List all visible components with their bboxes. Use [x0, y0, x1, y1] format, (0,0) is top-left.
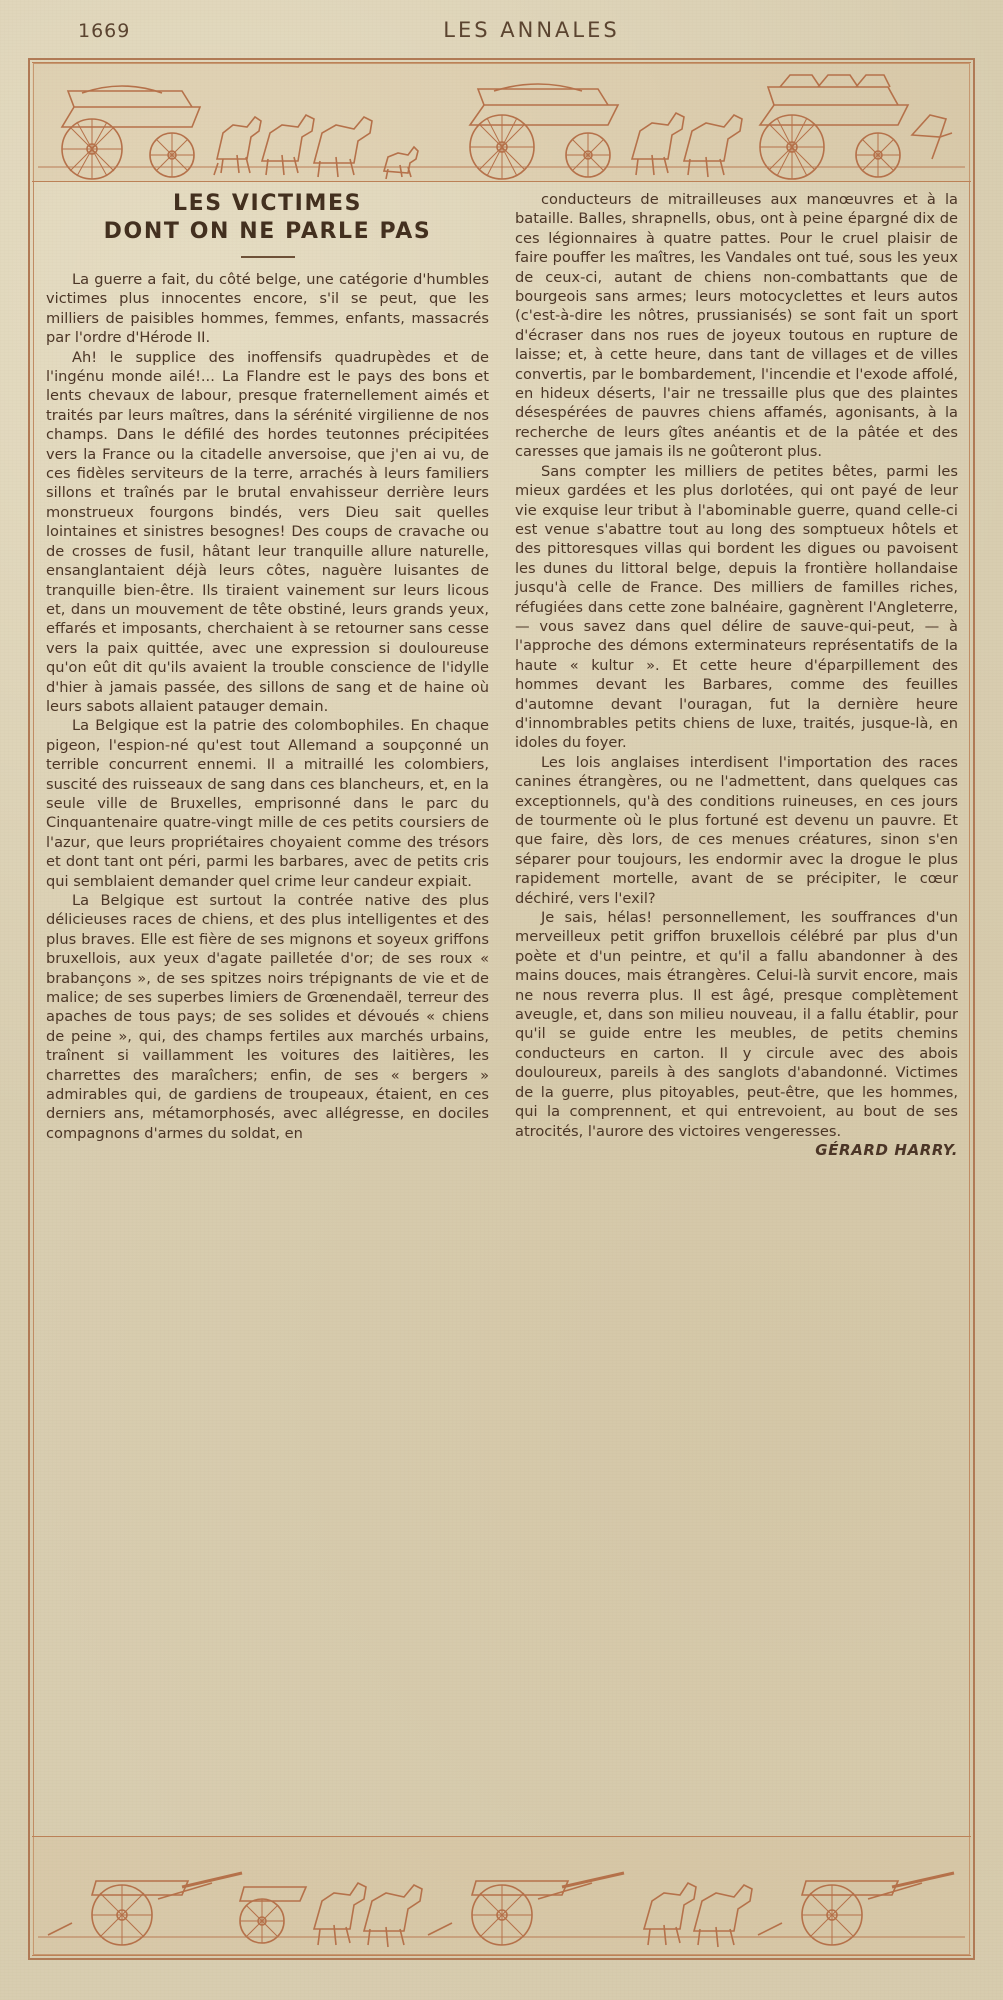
author-signature: GÉRARD HARRY. [815, 1140, 958, 1159]
horse-wagon-convoy-icon [32, 63, 971, 181]
paragraph: Je sais, hélas! personnellement, les souffrances d'un merveilleux petit griffon bruxellois célébré par plus d'un poète et d'un peintre, et qu'il a fallu abandonner à des mains douces, mais étrangères. Celui-là survit encore, mais ne nous reverra plus. Il est âgé, presque complètement aveugle, et, dans son milieu nouveau, il a fallu établir, pour qu'il se guide entre les meubles, de petits chemins conducteurs en carton. Il y circule avec des abois douloureux, pareils à des sanglots d'abandonné. Victimes de la guerre, plus pitoyables, peut-être, que les hommes, qui la comprennent, et qui entrevoient, au bout de ses atrocités, l'aurore des victoires vengeresses. [515, 909, 958, 1140]
bottom-ornament-band [32, 1836, 971, 1956]
paragraph: Ah! le supplice des inoffensifs quadrupèdes et de l'ingénu monde ailé!... La Flandre est le pays des bons et lents chevaux de labour, presque fraternellement aimés et traités par leurs maîtres, dans la sérénité virgilienne de nos champs. Dans le défilé des hordes teutonnes précipitées vers la France ou la citadelle anversoise, que j'en ai vu, de ces fidèles serviteurs de la terre, arrachés à leurs familiers sillons et traînés par le brutal envahisseur derrière leurs monstrueux fourgons bindés, vers Dieu sait quelles lointaines et sinistres besognes! Des coups de cravache ou de crosses de fusil, hâtant leur tranquille allure naturelle, ensanglantaient déjà leurs côtes, naguère luisantes de tranquille bien-être. Ils tiraient vainement sur leurs licous et, dans un mouvement de tête obstiné, leurs grands yeux, effarés et imposants, cherchaient à se retourner sans cesse vers la paix quittée, avec une expression si douloureuse qu'on eût dit qu'ils avaient la trouble conscience de l'idylle d'hier à jamais passée, des sillons de sang et de haine où leurs sabots allaient patauger demain. [46, 348, 489, 715]
right-column [515, 190, 958, 1830]
headline-line-2: DONT ON NE PARLE PAS [103, 219, 432, 244]
paragraph: La Belgique est la patrie des colombophiles. En chaque pigeon, l'espion-né qu'est tout Allemand a soupçonné un terrible concurrent ennemi. Il a mitraillé les colombiers, suscité des ruisseaux de sang dans ces blancheurs, et, en la seule ville de Bruxelles, emprisonné dans le parc du Cinquantenaire quatre-vingt mille de ces petits coursiers de l'azur, que leurs propriétaires choyaient comme des trésors et dont tant ont péri, parmi les barbares, avec de petits cris qui semblaient demander quel crime leur candeur expiait. [46, 717, 489, 890]
left-column [46, 190, 489, 1830]
paragraph: La guerre a fait, du côté belge, une catégorie d'humbles victimes plus innocentes encore, s'il se peut, que les milliers de paisibles hommes, femmes, enfants, massacrés par l'ordre d'Hérode II. [46, 271, 489, 347]
journal-title: LES ANNALES [443, 18, 620, 42]
headline-rule [241, 256, 295, 258]
artillery-horses-icon [32, 1837, 971, 1955]
page-masthead [0, 18, 1003, 50]
top-ornament-band [32, 62, 971, 182]
paragraph: Sans compter les milliers de petites bêtes, parmi les mieux gardées et les plus dorlotées, qui ont payé de leur vie exquise leur tribut à l'abominable guerre, quand celle-ci est venue s'abattre tout au long des somptueux hôtels et des pittoresques villas qui bordent les digues ou pavoisent les dunes du littoral belge, depuis la frontière hollandaise jusqu'à celle de France. Des milliers de familles riches, réfugiées dans cette zone balnéaire, gagnèrent l'Angleterre, — vous savez dans quel délire de sauve-qui-peut, — à l'approche des démons exterminateurs représentatifs de la haute « kultur ». Et cette heure d'éparpillement des hommes devant les Barbares, comme des feuilles d'automne devant l'ouragan, fut la dernière heure d'innombrables petits chiens de luxe, traités, jusque-là, en idoles du foyer. [515, 462, 958, 752]
paragraph: conducteurs de mitrailleuses aux manœuvres et à la bataille. Balles, shrapnells, obus, ont à peine épargné dix de ces légionnaires à quatre pattes. Pour le cruel plaisir de faire pouffer les maîtres, les Vandales ont tué, sous les yeux de ceux-ci, autant de chiens non-combattants que de bourgeois sans armes; leurs motocyclettes et leurs autos (c'est-à-dire les nôtres, prussianisés) se sont fait un sport d'écraser dans nos rues de joyeux toutous en rupture de laisse; et, à cette heure, dans tant de villages et de villes convertis, par le bombardement, l'incendie et l'exode affolé, en hideux déserts, l'air ne tressaille plus que des plaintes désespérées de pauvres chiens affamés, agonisants, à la recherche de leurs gîtes anéantis et de la pâtée et des caresses que jamais ils ne goûteront plus. [515, 191, 958, 461]
paragraph: La Belgique est surtout la contrée native des plus délicieuses races de chiens, et des plus intelligentes et des plus braves. Elle est fière de ses mignons et soyeux griffons bruxellois, aux yeux d'agate pailletée d'or; de ses roux « brabançons », de ses spitzes noirs trépignants de vie et de malice; de ses superbes limiers de Grœnendaël, terreur des apaches de tous pays; de ses solides et dévoués « chiens de peine », qui, des champs fertiles aux marchés urbains, traînent si vaillamment les voitures des laitières, les charrettes des maraîchers; enfin, de ses « bergers » admirables qui, de gardiens de troupeaux, étaient, en ces derniers ans, métamorphosés, avec allégresse, en dociles compagnons d'armes du soldat, en [46, 892, 489, 1142]
article-headline [46, 190, 489, 246]
headline-line-1: LES VICTIMES [172, 191, 363, 216]
page-number: 1669 [78, 20, 131, 42]
article-body [46, 190, 958, 1830]
paragraph: Les lois anglaises interdisent l'importation des races canines étrangères, ou ne l'admettent, dans quelques cas exceptionnels, qu'à des conditions ruineuses, en ces jours de tourmente où le plus fortuné est devenu un pauvre. Et que faire, dès lors, de ces menues créatures, sinon s'en séparer pour toujours, les endormir avec la drogue le plus rapidement mortelle, avant de se précipiter, le cœur déchiré, vers l'exil? [515, 753, 958, 907]
